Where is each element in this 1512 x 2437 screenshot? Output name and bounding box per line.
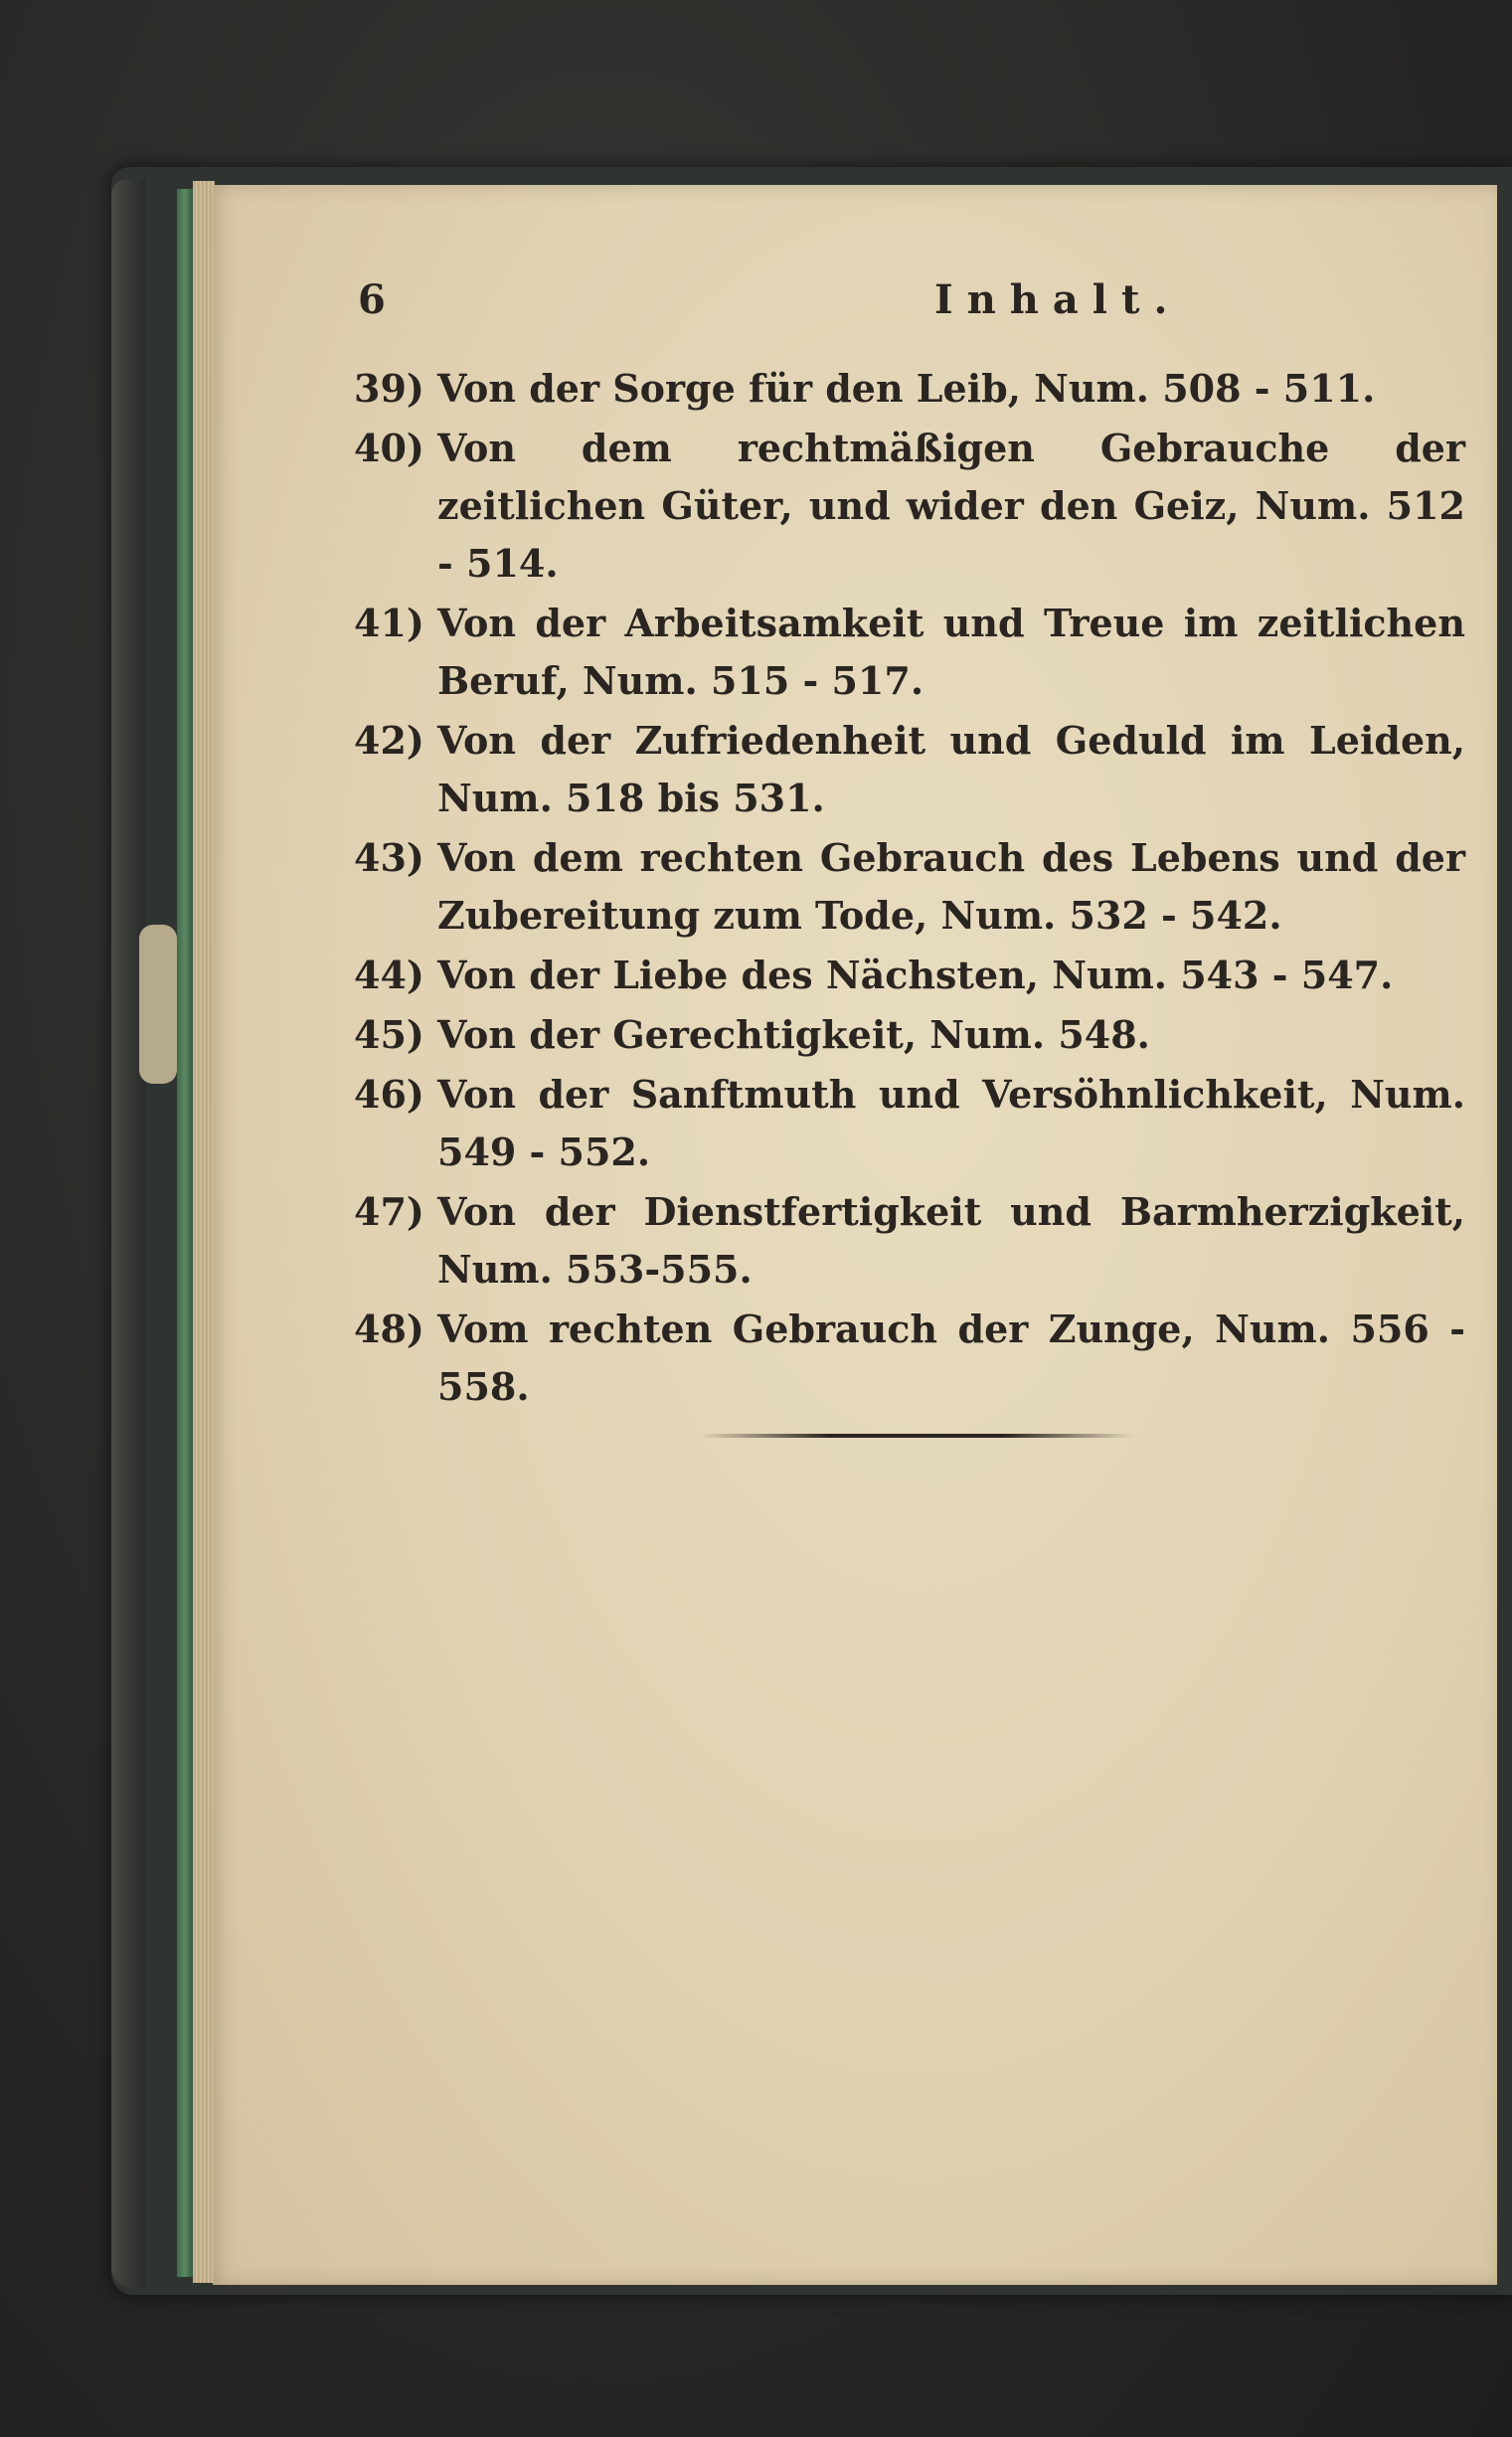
toc-entry-number: 45) [354,1012,424,1057]
spine-binding [177,189,193,2277]
toc-entry-42 [354,712,1465,827]
toc-entry-text: Von der Sanftmuth und Versöhnlichkeit, Num. 549 - 552. [437,1072,1465,1174]
toc-entry-44 [354,947,1465,1004]
toc-entry-43 [354,829,1465,945]
toc-entry-41 [354,595,1465,710]
toc-entry-text: Vom rechten Gebrauch der Zunge, Num. 556 - 558. [437,1306,1465,1409]
page-title: Inhalt. [934,276,1182,323]
toc-entry-text: Von der Zufriedenheit und Geduld im Leiden, Num. 518 bis 531. [437,718,1465,820]
toc-entry-48 [354,1301,1465,1416]
toc-entry-number: 48) [354,1306,424,1351]
toc-entry-text: Von der Dienstfertigkeit und Barmherzigkeit, Num. 553-555. [437,1189,1465,1292]
toc-entry-number: 44) [354,953,424,997]
page-stack-edge [193,181,215,2283]
toc-entry-number: 39) [354,366,424,411]
cover-edge [111,179,145,2287]
toc-entry-text: Von der Liebe des Nächsten, Num. 543 - 547. [437,953,1394,997]
toc-entry-text: Von der Arbeitsamkeit und Treue im zeitlichen Beruf, Num. 515 - 517. [437,601,1465,703]
toc-entry-number: 41) [354,601,424,645]
toc-entry-number: 40) [354,426,424,470]
page-tear-mark [139,925,177,1084]
table-of-contents [354,360,1465,1418]
toc-entry-40 [354,420,1465,593]
toc-entry-text: Von der Sorge für den Leib, Num. 508 - 511. [437,366,1376,411]
page-number: 6 [358,276,386,323]
toc-entry-text: Von dem rechten Gebrauch des Lebens und der Zubereitung zum Tode, Num. 532 - 542. [437,835,1465,938]
toc-entry-number: 46) [354,1072,424,1117]
toc-entry-text: Von der Gerechtigkeit, Num. 548. [437,1012,1150,1057]
section-divider [700,1434,1133,1438]
toc-entry-number: 42) [354,718,424,763]
toc-entry-39 [354,360,1465,418]
toc-entry-47 [354,1183,1465,1299]
toc-entry-text: Von dem rechtmäßigen Gebrauche der zeitlichen Güter, und wider den Geiz, Num. 512 - 514. [437,426,1465,586]
book-page [213,185,1497,2285]
toc-entry-number: 47) [354,1189,424,1234]
page-header [358,276,1352,336]
toc-entry-45 [354,1006,1465,1064]
toc-entry-number: 43) [354,835,424,880]
toc-entry-46 [354,1066,1465,1181]
